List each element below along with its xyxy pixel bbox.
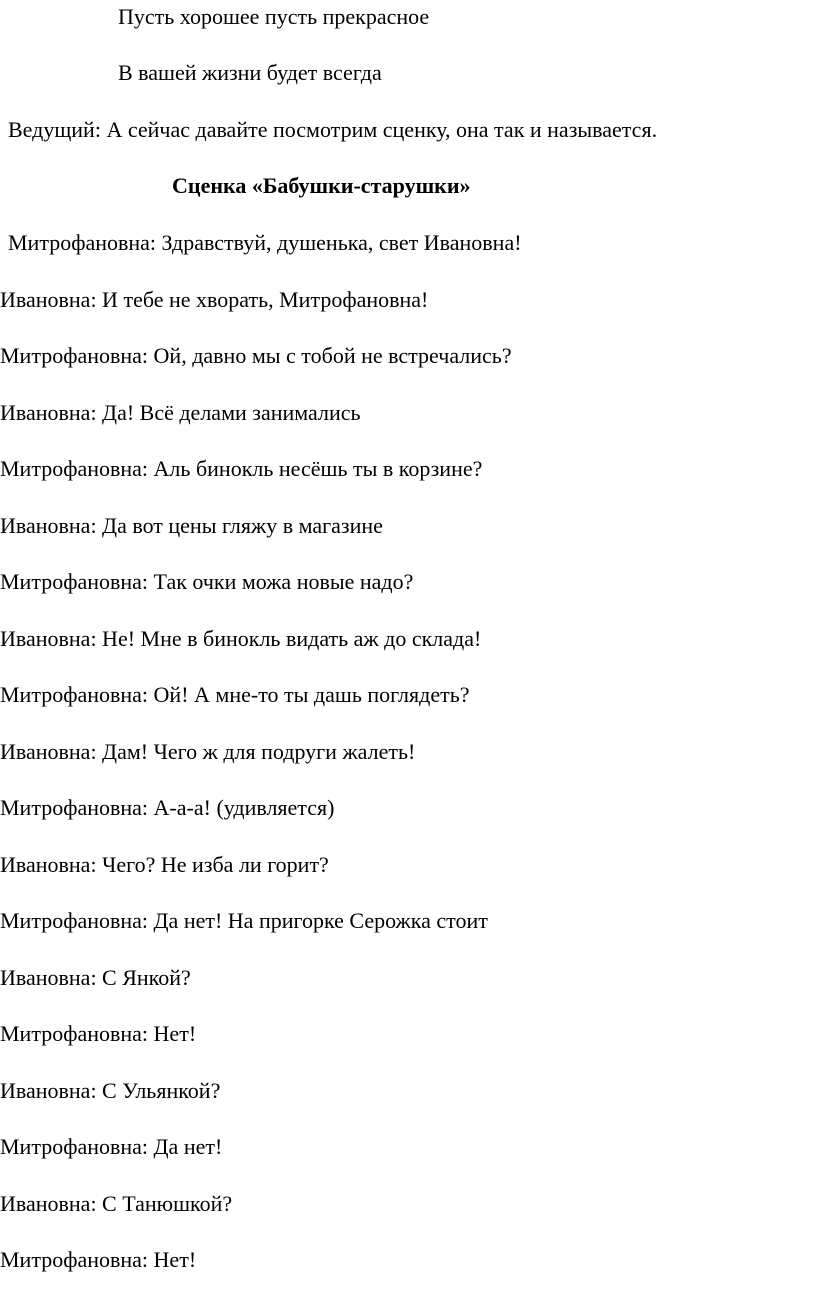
dialogue-line: Митрофановна: Аль бинокль несёшь ты в корзине?: [0, 456, 483, 481]
dialogue-line: Митрофановна: Ой, давно мы с тобой не встречались?: [0, 343, 512, 368]
dialogue-line: Ивановна: Да! Всё делами занимались: [0, 400, 361, 425]
dialogue-line: Митрофановна: Здравствуй, душенька, свет Ивановна!: [8, 230, 522, 255]
dialogue-line: Митрофановна: Да нет! На пригорке Серожка стоит: [0, 908, 488, 933]
dialogue-line: Ивановна: С Танюшкой?: [0, 1191, 233, 1216]
verse-line-1: Пусть хорошее пусть прекрасное: [118, 4, 430, 29]
dialogue-line: Митрофановна: Так очки можа новые надо?: [0, 569, 414, 594]
dialogue-line: Митрофановна: Да нет!: [0, 1134, 223, 1159]
dialogue-line: Митрофановна: Нет!: [0, 1247, 197, 1272]
dialogue-line: Ивановна: Не! Мне в бинокль видать аж до склада!: [0, 626, 482, 651]
dialogue-line: Ивановна: С Ульянкой?: [0, 1078, 221, 1103]
dialogue-line: Митрофановна: Ой! А мне-то ты дашь поглядеть?: [0, 682, 470, 707]
dialogue-line: Митрофановна: А-а-а! (удивляется): [0, 795, 335, 820]
verse-line-2: В вашей жизни будет всегда: [118, 60, 382, 85]
dialogue-line: Митрофановна: Нет!: [0, 1021, 197, 1046]
dialogue-line: Ивановна: И тебе не хворать, Митрофановна!: [0, 287, 429, 312]
dialogue-line: Ивановна: Чего? Не изба ли горит?: [0, 852, 329, 877]
dialogue-line: Ивановна: Дам! Чего ж для подруги жалеть!: [0, 739, 416, 764]
host-line: Ведущий: А сейчас давайте посмотрим сценку, она так и называется.: [8, 117, 658, 142]
scene-title: Сценка «Бабушки-старушки»: [172, 173, 471, 198]
dialogue-line: Ивановна: С Янкой?: [0, 965, 191, 990]
dialogue-line: Ивановна: Да вот цены гляжу в магазине: [0, 513, 383, 538]
